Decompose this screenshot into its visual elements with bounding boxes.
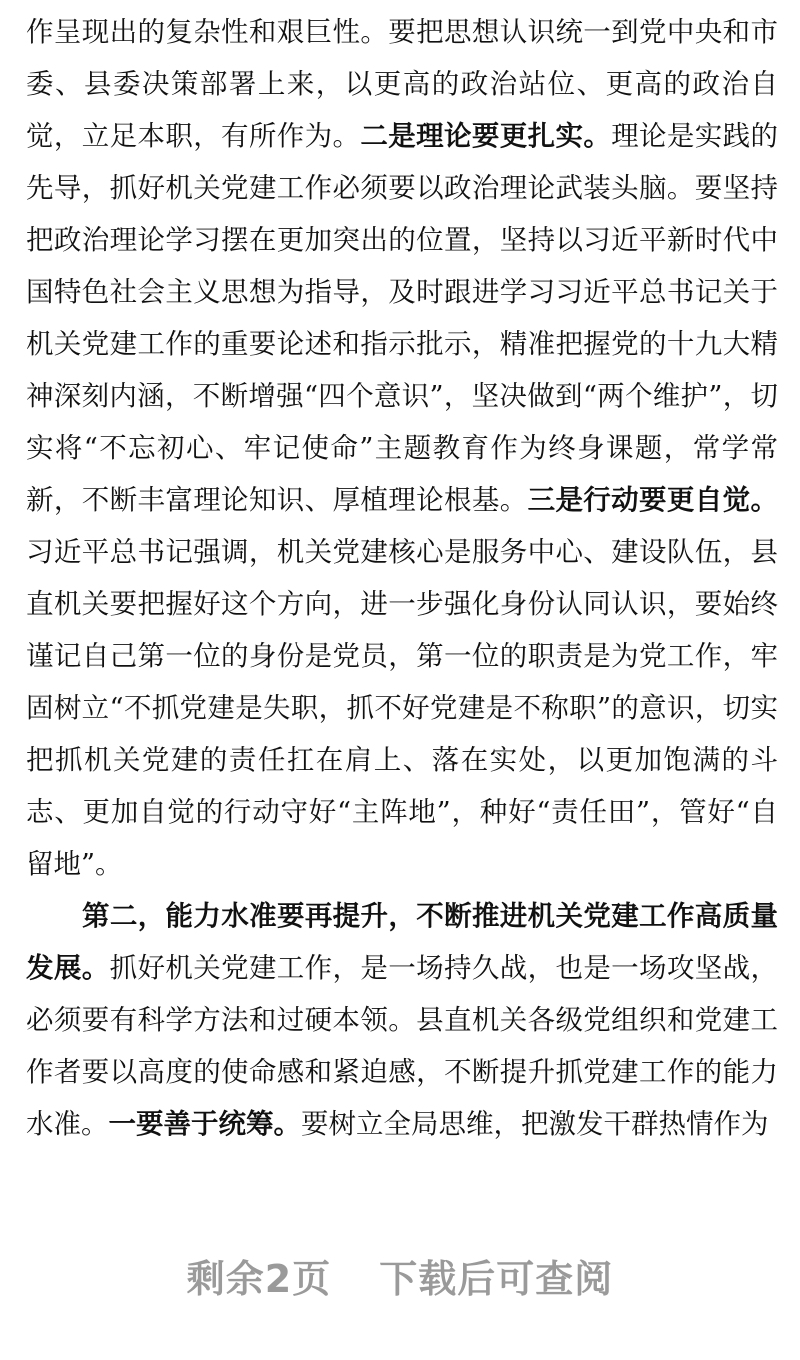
text-run: 习近平总书记强调，机关党建核心是服务中心、建设队伍，县直机关要把握好这个方向，进一步强化身份认同认识，要始终谨记自己第一位的身份是党员，第一位的职责是为党工作，牢固树立“不抓党建是失职，抓不好党建是不称职”的意识，切实把抓机关党建的责任扛在肩上、落在实处，以更加饱满的斗志、更加自觉的行动守好“主阵地”，种好“责任田”，管好“自留地”。 bbox=[26, 536, 778, 880]
heading-run: 三是行动要更自觉。 bbox=[527, 484, 779, 516]
text-run: 作呈现出的复杂性和艰巨性。要把思想认识统一到党中央和市委、县委决策部署上来，以更高的政治站位、更高的政治自觉，立足本职，有所作为。 bbox=[26, 16, 778, 152]
heading-run: 一要善于统筹。 bbox=[108, 1108, 301, 1140]
remaining-pages-banner[interactable] bbox=[0, 1240, 800, 1310]
text-run: 要树立全局思维，把激发干群热情作为 bbox=[301, 1108, 769, 1140]
download-to-view-label[interactable]: 下载后可查阅 bbox=[379, 1256, 614, 1301]
paragraph bbox=[26, 890, 778, 1150]
paragraph bbox=[26, 6, 778, 890]
remaining-pages-label[interactable]: 剩余2页 bbox=[186, 1256, 332, 1301]
heading-run: 第二，能力水准要再提升，不断推进机关党建工作高质量发展。 bbox=[26, 900, 778, 984]
heading-run: 二是理论要更扎实。 bbox=[360, 120, 612, 152]
text-run: 抓好机关党建工作，是一场持久战，也是一场攻坚战，必须要有科学方法和过硬本领。县直机关各级党组织和党建工作者要以高度的使命感和紧迫感，不断提升抓党建工作的能力水准。 bbox=[26, 952, 779, 1140]
document-body bbox=[26, 6, 778, 1150]
text-run: 理论是实践的先导，抓好机关党建工作必须要以政治理论武装头脑。要坚持把政治理论学习摆在更加突出的位置，坚持以习近平新时代中国特色社会主义思想为指导，及时跟进学习习近平总书记关于机关党建工作的重要论述和指示批示，精准把握党的十九大精神深刻内涵，不断增强“四个意识”，坚决做到“两个维护”，切实将“不忘初心、牢记使命”主题教育作为终身课题，常学常新，不断丰富理论知识、厚植理论根基。 bbox=[26, 120, 779, 516]
